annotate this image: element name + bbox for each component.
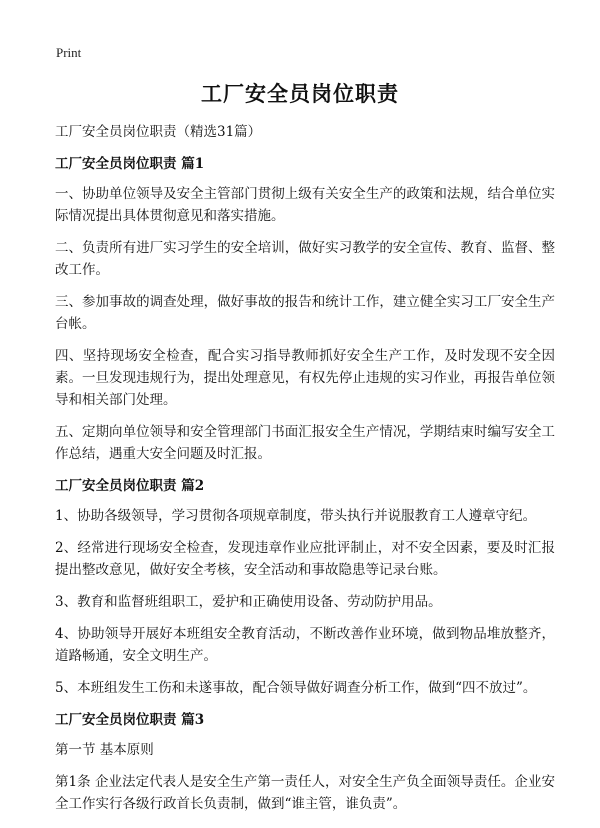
section-1 (55, 153, 555, 465)
page-title: 工厂安全员岗位职责 (201, 81, 399, 106)
paragraph: 第1条 企业法定代表人是安全生产第一责任人，对安全生产负全面领导责任。企业安全工作实行各级行政首长负责制，做到“谁主管，谁负责”。 (55, 774, 555, 812)
document-subtitle: 工厂安全员岗位职责（精选31篇） (55, 124, 262, 140)
paragraph: 一、协助单位领导及安全主管部门贯彻上级有关安全生产的政策和法规，结合单位实际情况提出具体贯彻意见和落实措施。 (55, 186, 555, 224)
section-2 (55, 475, 555, 699)
section-heading: 工厂安全员岗位职责 篇1 (55, 156, 205, 172)
paragraph: 5、本班组发生工伤和未遂事故，配合领导做好调查分析工作，做到“四不放过”。 (55, 680, 537, 696)
paragraph: 三、参加事故的调查处理，做好事故的报告和统计工作，建立健全实习工厂安全生产台帐。 (55, 294, 555, 332)
section-heading: 工厂安全员岗位职责 篇3 (55, 712, 205, 728)
paragraph: 2、经常进行现场安全检查，发现违章作业应批评制止，对不安全因素，要及时汇报提出整改意见，做好安全考核，安全活动和事故隐患等记录台账。 (55, 540, 555, 578)
section-3 (55, 709, 555, 815)
paragraph: 第一节 基本原则 (55, 742, 154, 758)
paragraph: 4、协助领导开展好本班组安全教育活动，不断改善作业环境，做到物品堆放整齐，道路畅通，安全文明生产。 (55, 626, 555, 664)
document-body (55, 121, 555, 825)
paragraph: 1、协助各级领导，学习贯彻各项规章制度，带头执行并说服教育工人遵章守纪。 (55, 508, 537, 524)
section-heading: 工厂安全员岗位职责 篇2 (55, 478, 205, 494)
print-label[interactable]: Print (56, 45, 82, 60)
paragraph: 四、坚持现场安全检查，配合实习指导教师抓好安全生产工作，及时发现不安全因素。一旦发现违规行为，提出处理意见，有权先停止违规的实习作业，再报告单位领导和相关部门处理。 (55, 348, 555, 408)
paragraph: 二、负责所有进厂实习学生的安全培训，做好实习教学的安全宣传、教育、监督、整改工作。 (55, 240, 555, 278)
paragraph: 五、定期向单位领导和安全管理部门书面汇报安全生产情况，学期结束时编写安全工作总结，遇重大安全问题及时汇报。 (55, 424, 555, 462)
paragraph: 3、教育和监督班组职工，爱护和正确使用设备、劳动防护用品。 (55, 594, 442, 610)
